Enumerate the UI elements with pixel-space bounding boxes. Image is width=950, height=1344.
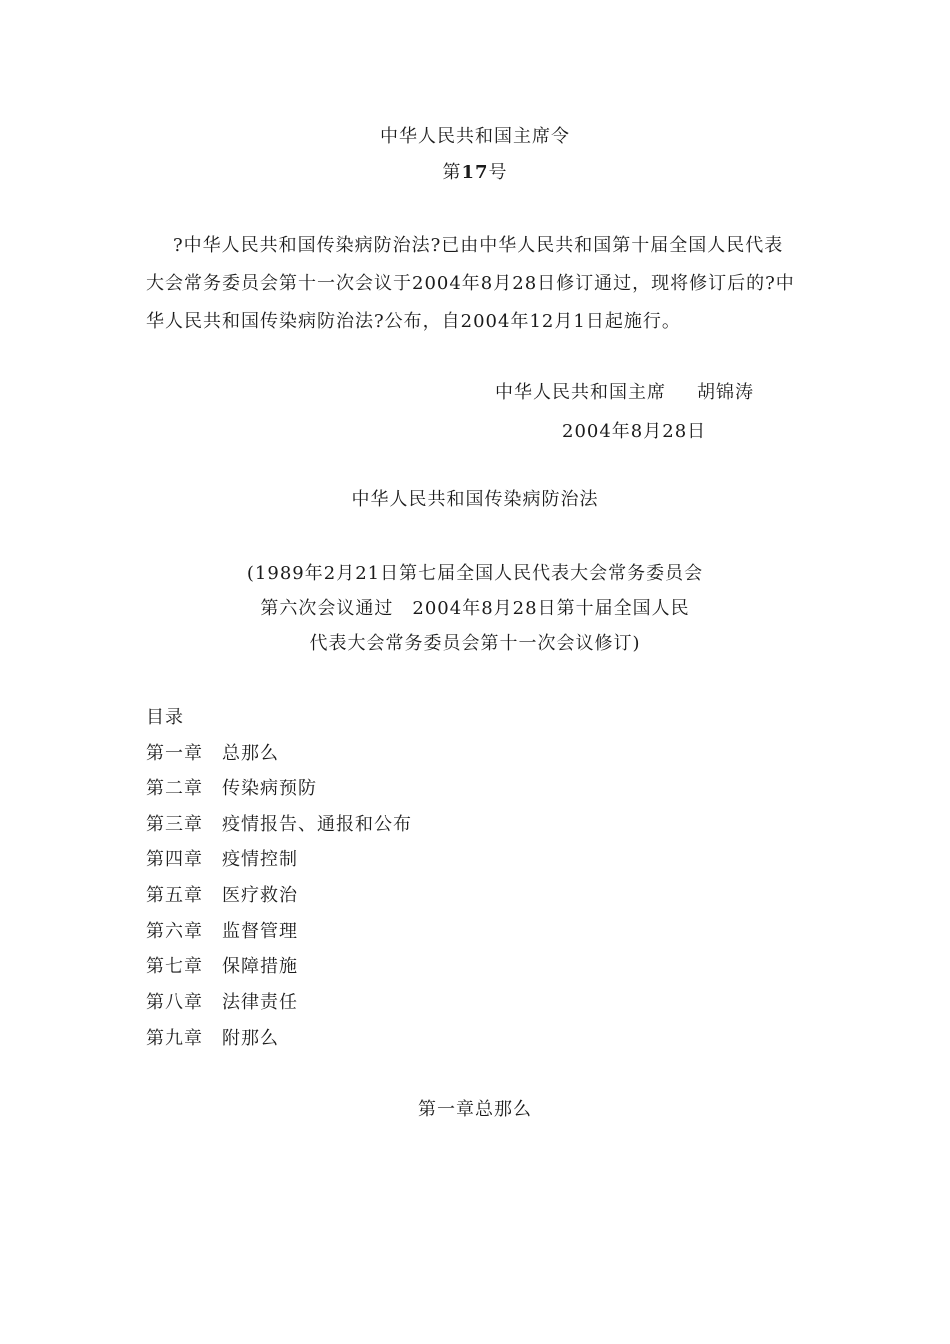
law-note-line-1: (1989年2月21日第七届全国人民代表大会常务委员会 <box>246 563 704 584</box>
toc-item[interactable] <box>146 920 298 944</box>
toc-item-number: 第九章 <box>146 1028 203 1049</box>
signature-date: 2004年8月28日 <box>562 421 707 442</box>
toc-item[interactable] <box>146 884 298 908</box>
order-number <box>0 161 950 185</box>
toc-item-number: 第八章 <box>146 992 203 1013</box>
toc-item-number: 第一章 <box>146 743 203 764</box>
proclamation-line-1: ?中华人民共和国传染病防治法?已由中华人民共和国第十届全国人民代表 <box>173 235 784 256</box>
chapter-heading: 第一章总那么 <box>418 1099 532 1120</box>
toc-item-title: 监督管理 <box>222 921 298 942</box>
toc-item-number: 第三章 <box>146 814 203 835</box>
toc-item-number: 第七章 <box>146 956 203 977</box>
toc-item-title: 附那么 <box>222 1028 279 1049</box>
toc-item-title: 疫情报告、通报和公布 <box>222 814 412 835</box>
order-number-prefix: 第 <box>442 162 462 183</box>
toc-item-title: 医疗救治 <box>222 885 298 906</box>
toc-item[interactable] <box>146 848 298 872</box>
toc-item[interactable] <box>146 813 412 837</box>
toc-item-title: 法律责任 <box>222 992 298 1013</box>
order-number-value: 17 <box>461 162 489 183</box>
proclamation-line-3: 华人民共和国传染病防治法?公布，自2004年12月1日起施行。 <box>146 311 681 332</box>
proclamation-line-2: 大会常务委员会第十一次会议于2004年8月28日修订通过，现将修订后的?中 <box>146 273 795 294</box>
toc-item[interactable] <box>146 991 298 1015</box>
toc-item[interactable] <box>146 955 298 979</box>
law-title: 中华人民共和国传染病防治法 <box>351 489 599 510</box>
toc-item-number: 第五章 <box>146 885 203 906</box>
toc-item-title: 传染病预防 <box>222 778 317 799</box>
toc-item-title: 疫情控制 <box>222 849 298 870</box>
toc-item-number: 第四章 <box>146 849 203 870</box>
law-note-line-2: 第六次会议通过 2004年8月28日第十届全国人民 <box>260 598 690 619</box>
order-number-suffix: 号 <box>488 162 508 183</box>
toc-item-title: 保障措施 <box>222 956 298 977</box>
signature-title: 中华人民共和国主席 <box>495 382 666 403</box>
toc-item[interactable] <box>146 777 317 801</box>
toc-item[interactable] <box>146 1027 279 1051</box>
toc-item-title: 总那么 <box>222 743 279 764</box>
toc-item[interactable] <box>146 742 279 766</box>
order-title: 中华人民共和国主席令 <box>380 126 570 147</box>
signature-name: 胡锦涛 <box>697 382 754 403</box>
toc-item-number: 第六章 <box>146 921 203 942</box>
toc-heading: 目录 <box>146 707 184 728</box>
toc-item-number: 第二章 <box>146 778 203 799</box>
law-note-line-3: 代表大会常务委员会第十一次会议修订) <box>309 633 641 654</box>
